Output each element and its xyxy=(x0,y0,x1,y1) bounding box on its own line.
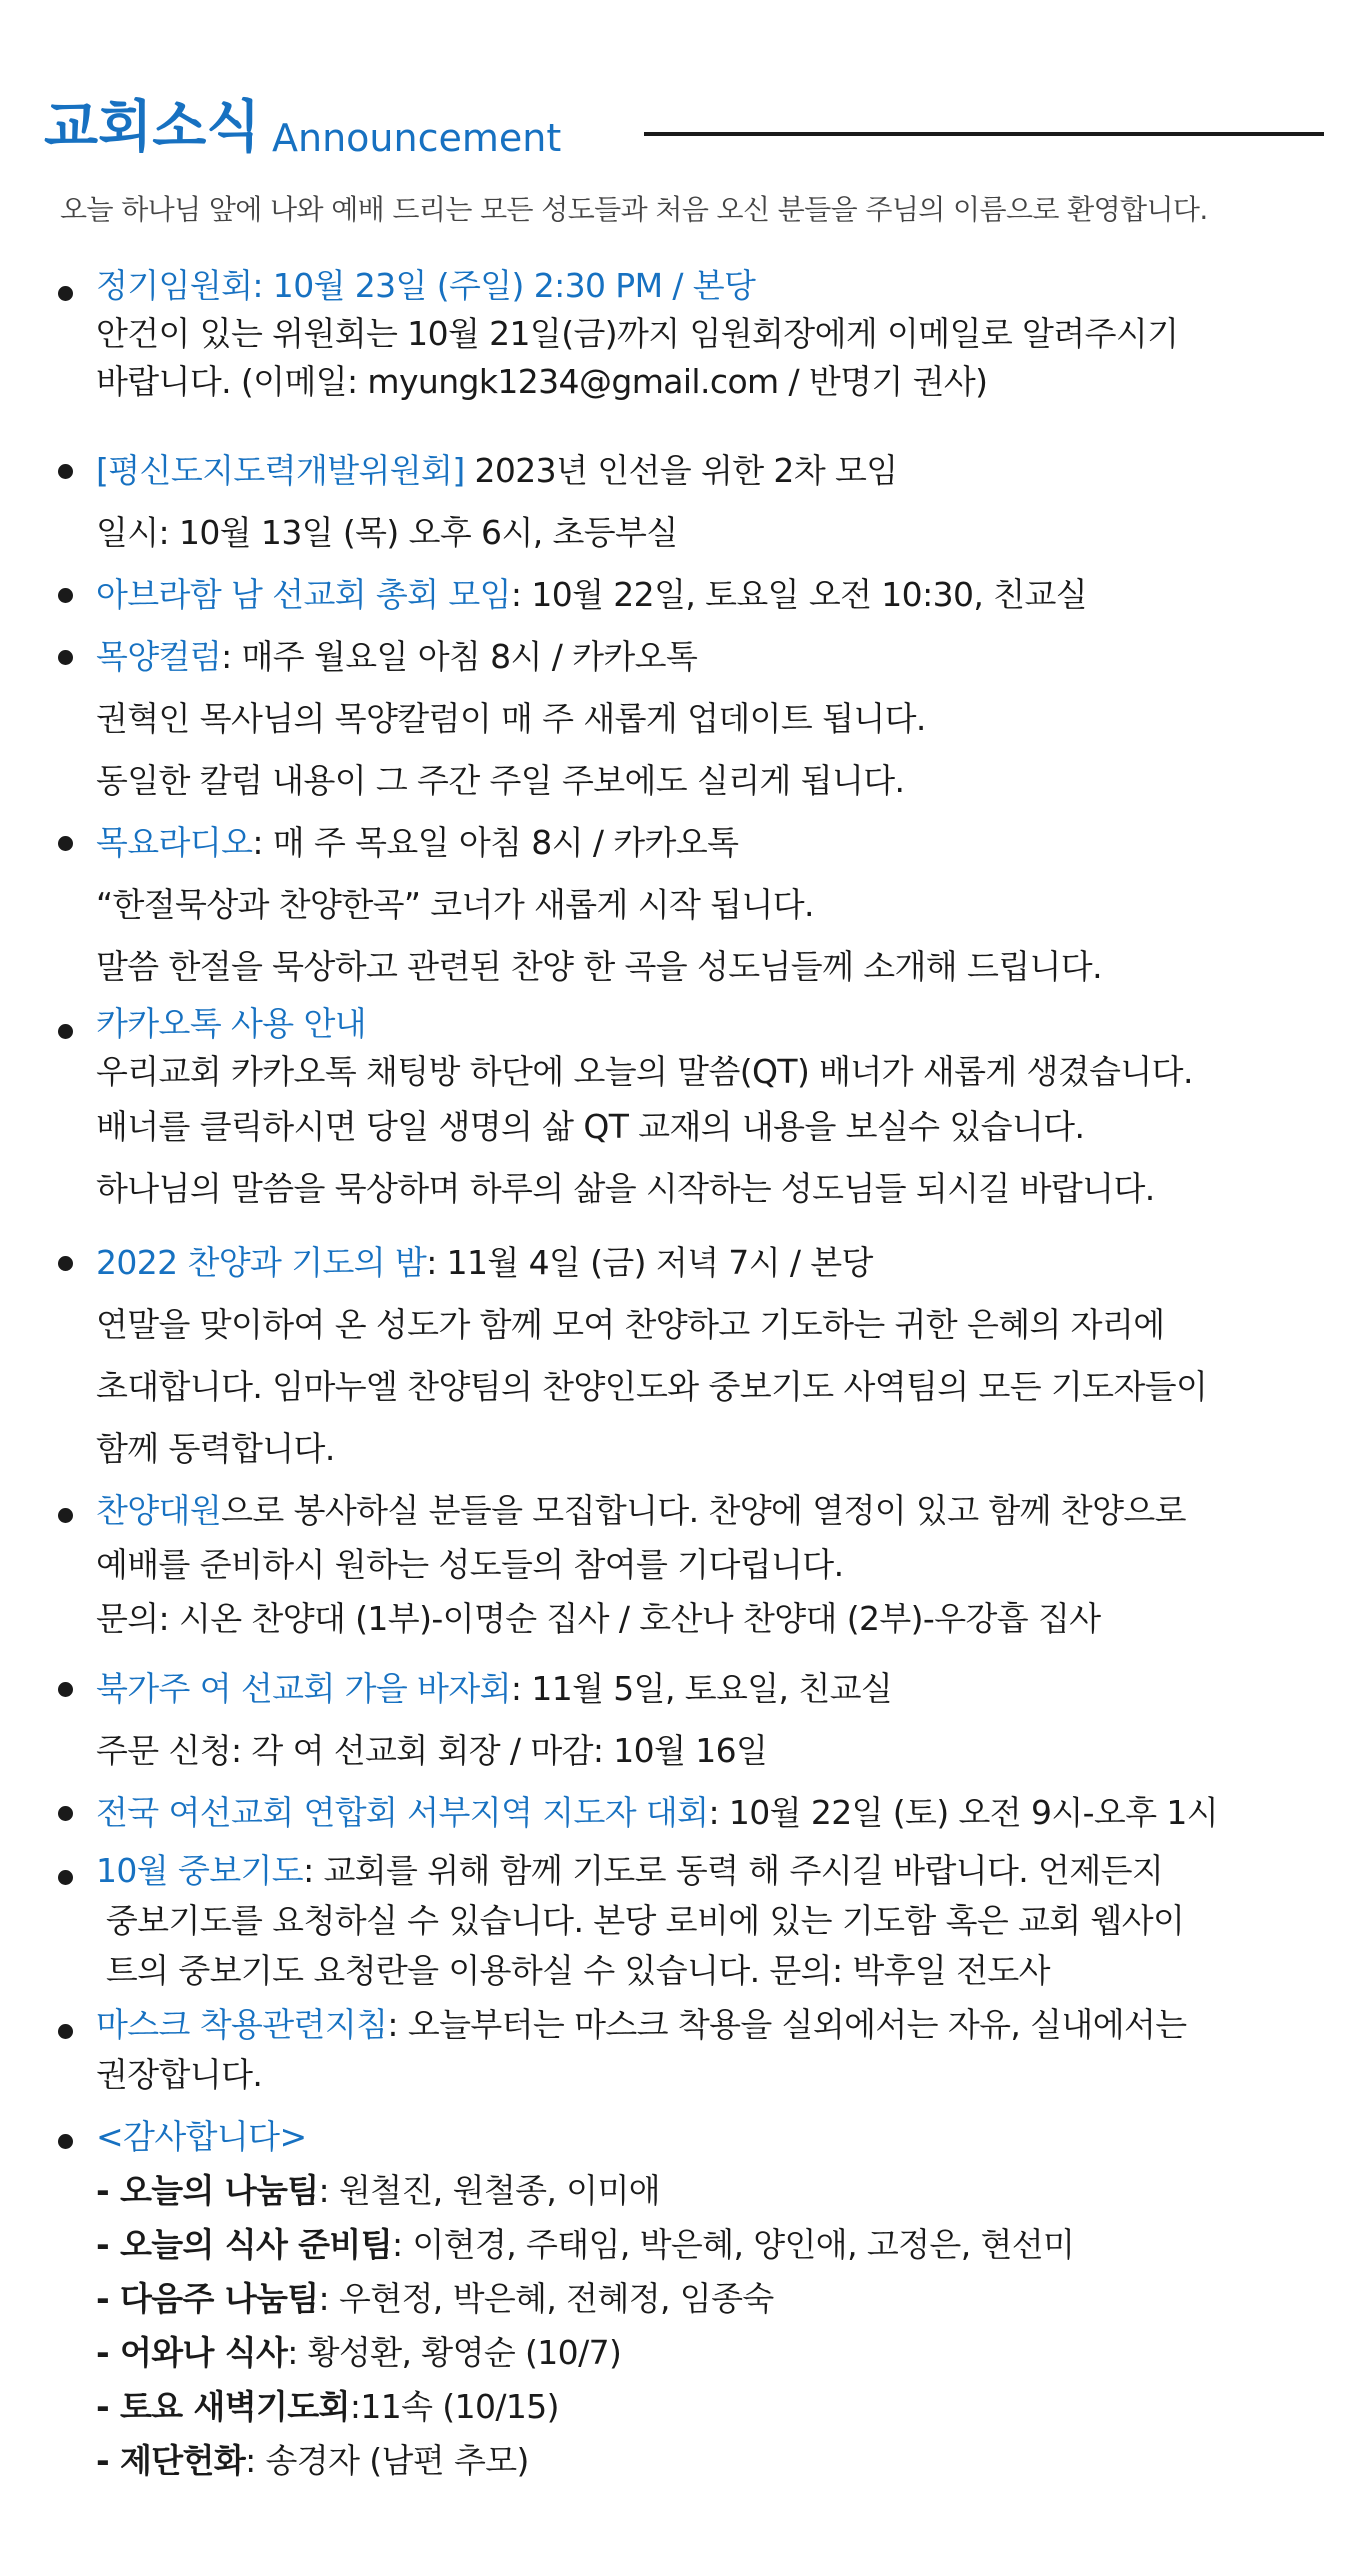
item-detail: 함께 동력합니다. xyxy=(96,1429,335,1468)
thanks-row xyxy=(96,2272,1336,2326)
item-heading: 목요라디오 xyxy=(96,823,253,862)
announcement-item xyxy=(96,1000,1336,1220)
item-text: : 10월 22일, 토요일 오전 10:30, 친교실 xyxy=(510,575,1088,614)
announcement-item xyxy=(96,2000,1336,2100)
item-text: : 11월 5일, 토요일, 친교실 xyxy=(510,1669,893,1708)
item-text: : 매 주 목요일 아침 8시 / 카카오톡 xyxy=(252,823,739,862)
thanks-value: : 우현정, 박은혜, 전혜정, 임종숙 xyxy=(318,2279,774,2318)
announcement-item xyxy=(96,1658,1336,1782)
thanks-row xyxy=(96,2218,1336,2272)
item-heading: 카카오톡 사용 안내 xyxy=(96,1004,367,1043)
thanks-label: - 어와나 식사 xyxy=(96,2333,288,2372)
item-detail: 말씀 한절을 묵상하고 관련된 찬양 한 곡을 성도님들께 소개해 드립니다. xyxy=(96,947,1102,986)
item-text: : 10월 22일 (토) 오전 9시-오후 1시 xyxy=(708,1793,1219,1832)
thanks-label: - 오늘의 나눔팀 xyxy=(96,2171,319,2210)
item-detail: 권장합니다. xyxy=(96,2055,263,2094)
item-heading: 북가주 여 선교회 가을 바자회 xyxy=(96,1669,511,1708)
announcement-item xyxy=(96,1846,1336,1996)
thanks-value: : 이현경, 주태임, 박은혜, 양인애, 고정은, 현선미 xyxy=(392,2225,1075,2264)
welcome-text: 오늘 하나님 앞에 나와 예배 드리는 모든 성도들과 처음 오신 분들을 주님의 이름으로 환영합니다. xyxy=(60,193,1208,226)
item-text: : 매주 월요일 아침 8시 / 카카오톡 xyxy=(221,637,698,676)
item-text: : 교회를 위해 함께 기도로 동력 해 주시길 바랍니다. 언제든지 xyxy=(303,1851,1164,1890)
thanks-value: : 황성환, 황영순 (10/7) xyxy=(287,2333,622,2372)
item-heading: 10월 중보기도 xyxy=(96,1851,304,1890)
thanks-value: : 송경자 (남편 추모) xyxy=(245,2441,529,2480)
thanks-label: - 제단헌화 xyxy=(96,2441,246,2480)
thanks-row xyxy=(96,2164,1336,2218)
item-text: : 11월 4일 (금) 저녁 7시 / 본당 xyxy=(426,1243,873,1282)
item-detail: 문의: 시온 찬양대 (1부)-이명순 집사 / 호산나 찬양대 (2부)-우강흡 집사 xyxy=(96,1599,1101,1638)
item-detail: 동일한 칼럼 내용이 그 주간 주일 주보에도 실리게 됩니다. xyxy=(96,761,905,800)
thanks-value: : 원철진, 원철종, 이미애 xyxy=(318,2171,661,2210)
thanks-label: - 다음주 나눔팀 xyxy=(96,2279,319,2318)
announcement-item xyxy=(96,626,1336,812)
item-heading: 마스크 착용관련지침 xyxy=(96,2005,388,2044)
item-detail: 주문 신청: 각 여 선교회 회장 / 마감: 10월 16일 xyxy=(96,1731,768,1770)
item-heading: 찬양대원 xyxy=(96,1491,222,1530)
thanks-item xyxy=(96,2110,1336,2488)
item-detail: 권혁인 목사님의 목양칼럼이 매 주 새롭게 업데이트 됩니다. xyxy=(96,699,926,738)
announcement-item xyxy=(96,812,1336,998)
announcement-item xyxy=(96,1782,1336,1844)
thanks-heading: <감사합니다> xyxy=(96,2117,307,2156)
thanks-row xyxy=(96,2326,1336,2380)
item-detail: 초대합니다. 임마누엘 찬양팀의 찬양인도와 중보기도 사역팀의 모든 기도자들이 xyxy=(96,1367,1208,1406)
item-detail: 중보기도를 요청하실 수 있습니다. 본당 로비에 있는 기도함 혹은 교회 웹사이 xyxy=(96,1901,1185,1940)
section-header xyxy=(44,88,1324,168)
item-text: : 오늘부터는 마스크 착용을 실외에서는 자유, 실내에서는 xyxy=(387,2005,1187,2044)
thanks-row xyxy=(96,2434,1336,2488)
section-subtitle: Announcement xyxy=(272,116,562,160)
item-detail: 하나님의 말씀을 묵상하며 하루의 삶을 시작하는 성도님들 되시길 바랍니다. xyxy=(96,1169,1155,1208)
item-detail: “한절묵상과 찬양한곡” 코너가 새롭게 시작 됩니다. xyxy=(96,885,814,924)
item-detail: 배너를 클릭하시면 당일 생명의 삶 QT 교재의 내용을 보실수 있습니다. xyxy=(96,1107,1085,1146)
announcement-item xyxy=(96,262,1336,406)
item-detail: 예배를 준비하시 원하는 성도들의 참여를 기다립니다. xyxy=(96,1545,844,1584)
item-heading: 목양컬럼 xyxy=(96,637,222,676)
item-detail: 일시: 10월 13일 (목) 오후 6시, 초등부실 xyxy=(96,513,678,552)
item-heading: 아브라함 남 선교회 총회 모임 xyxy=(96,575,511,614)
item-detail: 우리교회 카카오톡 채팅방 하단에 오늘의 말씀(QT) 배너가 새롭게 생겼습니다. xyxy=(96,1052,1193,1091)
item-detail: 트의 중보기도 요청란을 이용하실 수 있습니다. 문의: 박후일 전도사 xyxy=(96,1951,1050,1990)
item-text: 으로 봉사하실 분들을 모집합니다. 찬양에 열정이 있고 함께 찬양으로 xyxy=(221,1491,1186,1530)
item-text: 2023년 인선을 위한 2차 모임 xyxy=(464,451,898,490)
header-divider xyxy=(644,132,1324,136)
item-detail: 바랍니다. (이메일: myungk1234@gmail.com / 반명기 권사) xyxy=(96,362,988,401)
item-heading: [평신도지도력개발위원회] xyxy=(96,451,465,490)
item-heading: 2022 찬양과 기도의 밤 xyxy=(96,1243,427,1282)
announcement-item xyxy=(96,440,1336,564)
announcement-item xyxy=(96,1484,1336,1646)
item-detail: 안건이 있는 위원회는 10월 21일(금)까지 임원회장에게 이메일로 알려주시기 xyxy=(96,314,1179,353)
thanks-label: - 토요 새벽기도회 xyxy=(96,2387,350,2426)
thanks-label: - 오늘의 식사 준비팀 xyxy=(96,2225,392,2264)
item-heading: 정기임원회: 10월 23일 (주일) 2:30 PM / 본당 xyxy=(96,266,756,305)
item-detail: 연말을 맞이하여 온 성도가 함께 모여 찬양하고 기도하는 귀한 은혜의 자리에 xyxy=(96,1305,1165,1344)
section-title: 교회소식 xyxy=(44,95,261,160)
item-heading: 전국 여선교회 연합회 서부지역 지도자 대회 xyxy=(96,1793,709,1832)
announcement-item xyxy=(96,1232,1336,1480)
thanks-row xyxy=(96,2380,1336,2434)
announcement-item xyxy=(96,564,1336,626)
thanks-value: :11속 (10/15) xyxy=(349,2387,559,2426)
